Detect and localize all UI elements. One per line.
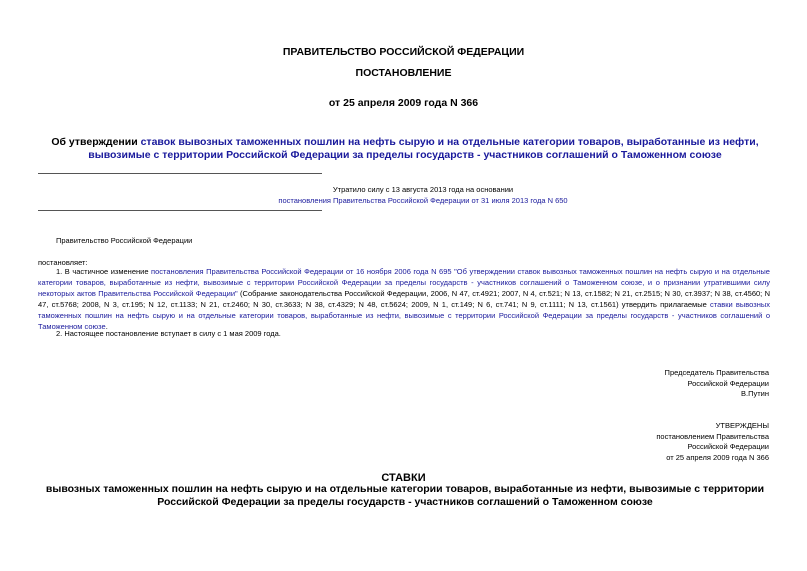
paragraph-1-middle: (Собрание законодательства Российской Федерации, 2006, N 47, ст.4921; 2007, N 4, ст.521; N 13, ст.1582; N 21, ст.2515; N 30, ст.3937; N 38, ст.4560; N 47, ст.5768; 2008, N 3, ст.195; N 12, ст.1133; N 21, ст.2460; N 30, ст.3633; N 38, ст.4329; N 48, ст.5624; 2009, N 1, ст.149; N 6, ст.741; N 9, ст.1111; N 13, ст.1561) утвердить прилагаемые [38,289,771,309]
signature-block [665,368,769,400]
title-prefix: Об утверждении [51,136,141,148]
signature-name: В.Путин [741,389,769,398]
approval-date: от 25 апреля 2009 года N 366 [666,452,769,462]
decree-695-link[interactable]: постановления Правительства Российской Федерации от 16 ноября 2006 года N 695 "Об утверждении ставок вывозных таможенных пошлин на нефть сырую и на отдельные категории товаров, выработанные из нефти, вывозимые с территории Российской Федерации за пределы государств - участников соглашений о Таможенном союзе, и о признании утратившими силу некоторых актов Правительства Российской Федерации" [38,267,770,298]
government-line: Правительство Российской Федерации [56,236,193,245]
approval-block [656,421,769,463]
signature-position: Председатель Правительства [664,368,769,377]
document-title [38,136,772,162]
document-type-heading: ПОСТАНОВЛЕНИЕ [355,67,452,79]
title-link[interactable]: ставок вывозных таможенных пошлин на нефть сырую и на отдельные категории товаров, выработанные из нефти, вывозимые с территории Российской Федерации за пределы государств - участников соглашений о Таможенном союзе [88,136,759,161]
lost-force-note [200,184,646,206]
government-heading: ПРАВИТЕЛЬСТВО РОССИЙСКОЙ ФЕДЕРАЦИИ [282,46,525,58]
approval-organization: Российской Федерации [687,442,769,451]
divider-bottom [38,210,322,211]
rates-title: СТАВКИ [381,472,426,484]
lost-force-link[interactable]: постановления Правительства Российской Федерации от 31 июля 2013 года N 650 [278,196,568,205]
lost-force-text: Утратило силу с 13 августа 2013 года на основании [332,185,514,194]
divider-top [38,173,322,174]
rates-link[interactable]: ставки вывозных таможенных пошлин на нефть сырую и на отдельные категории товаров, выработанные из нефти, вывозимые с территории Российской Федерации за пределы государств - участников соглашений о Таможенном союзе [38,300,770,331]
decrees-label: постановляет: [38,258,88,267]
rates-subtitle: вывозных таможенных пошлин на нефть сырую и на отдельные категории товаров, выработанные из нефти, вывозимые с территории Российской Федерации за пределы государств - участников соглашений о Таможенном союзе [45,483,765,508]
paragraph-1-start: 1. В частичное изменение [56,267,152,276]
document-date-number: от 25 апреля 2009 года N 366 [328,97,479,109]
signature-organization: Российской Федерации [687,378,769,388]
approval-by: постановлением Правительства [656,431,769,441]
paragraph-1-end: . [105,322,108,331]
paragraph-1 [38,266,770,332]
approval-title: УТВЕРЖДЕНЫ [715,421,769,430]
paragraph-2: 2. Настоящее постановление вступает в силу с 1 мая 2009 года. [56,329,281,338]
